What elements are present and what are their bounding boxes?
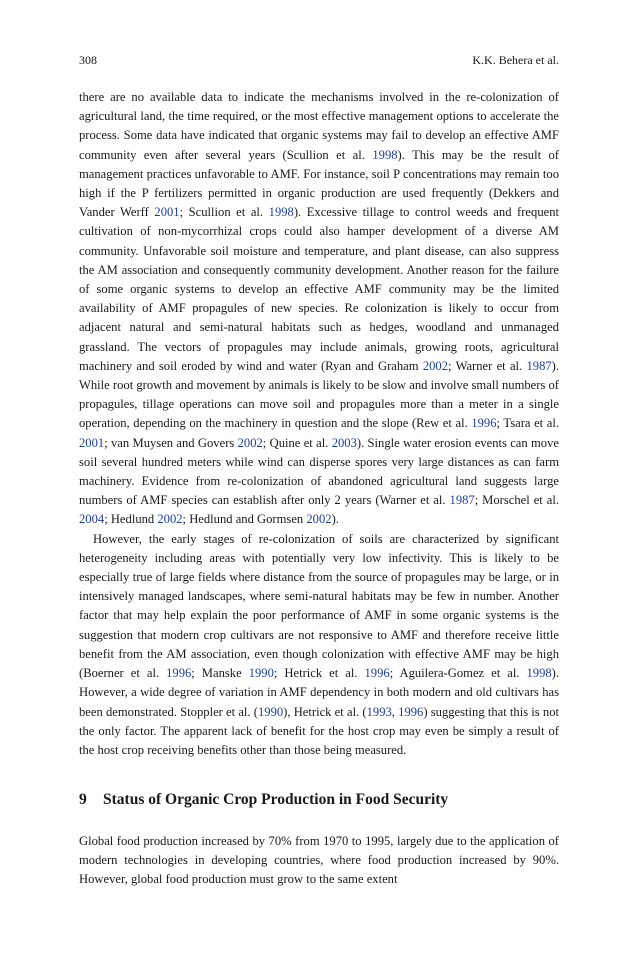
text-run: ; Hedlund and Gormsen [182, 512, 307, 527]
text-run: , [391, 704, 399, 719]
text-run: ; Tsara et al. [496, 416, 559, 431]
text-run: ). Excessive tillage to control weeds and frequent cultivation of non-mycorrhizal crops could also hamper development of a diverse AM community. Unfavorable soil moisture and temperature, and plant disease, can also suppress the AM association and consequently community development. Another reason for the failure of some organic systems to develop an effective AMF community may be the limited availability of AMF propagules of new species. Re colonization is likely to occur from adjacent natural and semi-natural habitats such as hedges, woodland and unmanaged grassland. The vectors of propagules may include animals, growing roots, agricultural machinery and soil eroded by wind and water (Ryan and Graham [79, 205, 560, 373]
page-number: 308 [79, 53, 97, 67]
citation-link[interactable]: 1987 [449, 493, 475, 508]
paragraph-2 [79, 530, 559, 760]
text-run: ; Scullion et al. [179, 205, 269, 220]
citation-link[interactable]: 1996 [364, 666, 390, 681]
citation-link[interactable]: 2001 [79, 435, 105, 450]
body-text [79, 88, 559, 760]
text-run: ; van Muysen and Govers [104, 435, 238, 450]
citation-link[interactable]: 2002 [157, 512, 183, 527]
text-run: ). While root growth and movement by animals is likely to be slow and involve small numbers of propagules, tillage operations can move soil and propagules more than a meter in a single operation, depending on the machinery in question and the slope (Rew et al. [79, 358, 560, 431]
text-run: ; Aguilera-Gomez et al. [389, 666, 527, 681]
citation-link[interactable]: 1987 [526, 358, 552, 373]
citation-link[interactable]: 1996 [166, 666, 192, 681]
text-run: ). However, a wide degree of variation in AMF dependency in both modern and old cultivars has been demonstrated. Stoppler et al. ( [79, 666, 559, 719]
text-run: ; Quine et al. [262, 435, 332, 450]
citation-link[interactable]: 2002 [237, 435, 263, 450]
citation-link[interactable]: 1996 [471, 416, 497, 431]
citation-link[interactable]: 1990 [257, 704, 284, 719]
text-run: ; Hetrick et al. [273, 666, 365, 681]
text-run: However, the early stages of re-colonization of soils are characterized by significant heterogeneity including areas with potentially very low infectivity. This is likely to be especially true of large fields where distance from the source of propagules may be large, or in intensively managed landscapes, where semi-natural habitats may be few in number. Another factor that may help explain the poor performance of AMF in some organic systems is the suggestion that modern crop cultivars are not responsive to AMF and therefore receive little benefit from the AM association, even though colonization with effective AMF may be high (Boerner et al. [79, 531, 559, 681]
text-run: ). This may be the result of management practices unfavorable to AMF. For instance, soil P concentrations may remain too high if the P fertilizers permitted in organic production are used frequently (Dekkers and Vander Werff [79, 147, 560, 220]
section-body [79, 832, 559, 890]
running-title: K.K. Behera et al. [472, 53, 559, 67]
citation-link[interactable]: 2003 [331, 435, 357, 450]
citation-link[interactable]: 1998 [268, 205, 294, 220]
citation-link[interactable]: 2002 [306, 512, 332, 527]
citation-link[interactable]: 1993 [366, 704, 392, 719]
paragraph-1 [79, 88, 559, 530]
text-run: ; Morschel et al. [474, 493, 559, 508]
citation-link[interactable]: 2002 [422, 358, 449, 373]
text-run: ; Manske [191, 666, 249, 681]
section-title: Status of Organic Crop Production in Food Security [103, 791, 449, 808]
section-heading [79, 791, 559, 809]
text-run: there are no available data to indicate the mechanisms involved in the re-colonization of agricultural land, the time required, or the most effective management options to accelerate the process. Some data have indicated that organic systems may fail to develop an effective AMF community even after several years (Scullion et al. [79, 90, 559, 162]
running-header [79, 53, 559, 68]
text-run: ; Hedlund [104, 512, 158, 527]
section-number: 9 [79, 791, 87, 808]
citation-link[interactable]: 1998 [372, 147, 398, 162]
text-run: ; Warner et al. [448, 358, 527, 373]
citation-link[interactable]: 2001 [154, 205, 180, 220]
citation-link[interactable]: 1998 [526, 666, 552, 681]
text-run: ). Single water erosion events can move soil several hundred meters while wind can disperse spores very large distances as can farm machinery. Evidence from re-colonization of abandoned agricultural land suggests large numbers of AMF species can establish after only 2 years (Warner et al. [79, 435, 559, 508]
text-run: ) suggesting that this is not the only factor. The apparent lack of benefit for the host crop may even be simply a result of the host crop receiving benefits other than those being measured. [79, 704, 559, 757]
citation-link[interactable]: 2004 [79, 512, 105, 527]
citation-link[interactable]: 1996 [398, 704, 424, 719]
text-run: ), Hetrick et al. ( [283, 704, 367, 719]
citation-link[interactable]: 1990 [248, 666, 274, 681]
paragraph-3: Global food production increased by 70% from 1970 to 1995, largely due to the application of modern technologies in developing countries, where food production increased by 90%. However, global food production must grow to the same extent [79, 834, 559, 887]
text-run: ). [331, 512, 339, 527]
